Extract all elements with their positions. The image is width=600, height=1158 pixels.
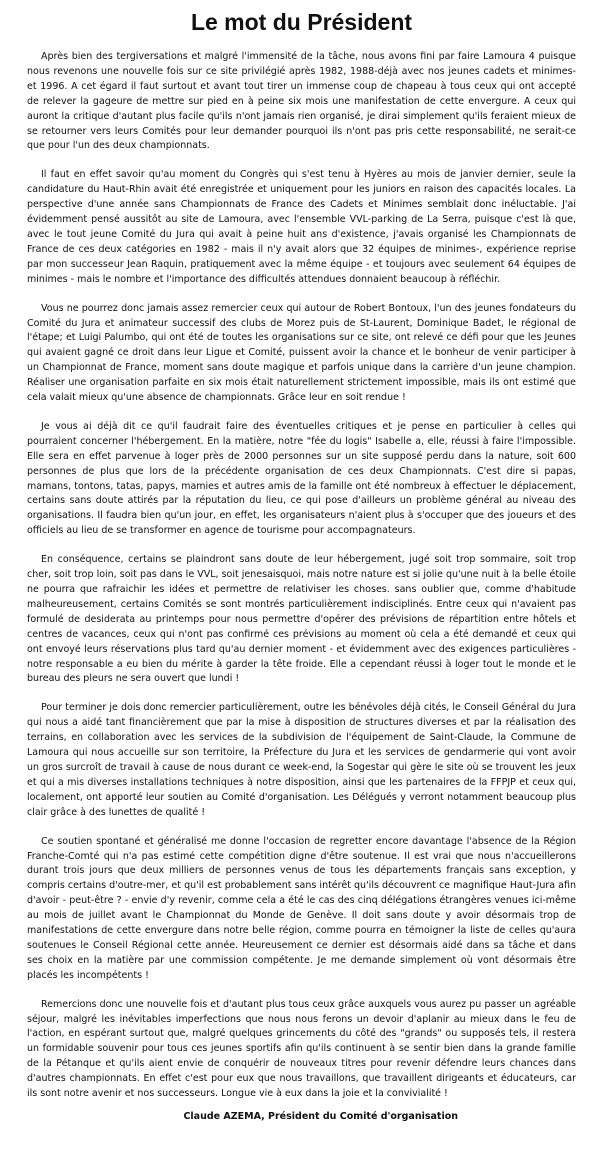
paragraph-2: Il faut en effet savoir qu'au moment du Congrès qui s'est tenu à Hyères au mois de janvier dernier, seule la candidature du Haut-Rhin avait été enregistrée et uniquement pour les juniors en raison des capacités locales. La perspective d'une année sans Championnats de France des Cadets et Minimes semblait donc inéluctable. J'ai évidemment pensé aussitôt au site de Lamoura, avec l'ensemble VVL-parking de La Serra, puisque c'est là que, avec le tout jeune Comité du Jura qui avait à peine huit ans d'existence, j'avais organisé les Championnats de France de ces deux catégories en 1982 - mais il n'y avait alors que 32 équipes de minimes-, expérience reprise par mon successeur Jean Raquin, pratiquement avec la même équipe - et toujours avec seulement 64 équipes de minimes - mais le nombre et l'importance des difficultés attendues donnaient beaucoup à réfléchir. [27, 169, 576, 285]
paragraph-8: Remercions donc une nouvelle fois et d'autant plus tous ceux grâce auxquels vous aurez pu passer un agréable séjour, malgré les inévitables imperfections que nous nous ferons un devoir d'aplanir au mieux dans le feu de l'action, en espérant surtout que, malgré quelques grincements du côté des "grands" ou supposés tels, il restera un formidable souvenir pour tous ces jeunes sportifs afin qu'ils continuent à se sentir bien dans la grande famille de la Pétanque et qu'ils aient envie de conquérir de nouveaux titres pour revenir défendre leurs chances dans d'autres championnats. En effet c'est pour eux que nous travaillons, que travaillent dirigeants et éducateurs, car ils sont notre avenir et nos successeurs. Longue vie à eux dans la joie et la convivialité ! [27, 998, 576, 1100]
paragraph-6: Pour terminer je dois donc remercier particulièrement, outre les bénévoles déjà cités, le Conseil Général du Jura qui nous a aidé tant financièrement que par la mise à disposition de structures diverses et par la réalisation des terrains, en collaboration avec les services de la subdivision de l'équipement de Saint-Claude, la Commune de Lamoura qui nous accueille sur son territoire, la Préfecture du Jura et les services de gendarmerie qui vont avoir un gros surcroît de travail à cause de nous durant ce week-end, la Sogestar qui gère le site où se trouvent les jeux et qui a mis diverses installations techniques à notre disposition, ainsi que les partenaires de la FFPJP et ceux qui, localement, ont apporté leur soutien au Comité d'organisation. Les Délégués y verront notamment beaucoup plus clair grâce à des lunettes de qualité ! [27, 702, 576, 818]
page-title: Le mot du Président [190, 9, 413, 35]
paragraph-4: Je vous ai déjà dit ce qu'il faudrait faire des éventuelles critiques et je pense en particulier à celles qui pourraient concerner l'hébergement. En la matière, notre "fée du logis" Isabelle a, elle, réussi à faire l'impossible. Elle sera en effet parvenue à loger près de 2000 personnes sur un site supposé perdu dans la nature, soit 600 personnes de plus que lors de la précédente organisation de ces deux Championnats. C'est dire si papas, mamans, tontons, tatas, papys, mamies et autres amis de la famille ont été nombreux à effectuer le déplacement, certains sans doute attirés par la réputation du lieu, ce qui pose d'ailleurs un problème général au niveau des organisations. Il faudra bien qu'un jour, en effet, les organisateurs n'aient plus à s'occuper que des joueurs et des officiels au lieu de se transformer en agence de tourisme pour accompagnateurs. [27, 420, 576, 537]
paragraph-3: Vous ne pourrez donc jamais assez remercier ceux qui autour de Robert Bontoux, l'un des jeunes fondateurs du Comité du Jura et animateur successif des clubs de Morez puis de St-Laurent, Dominique Badet, le régional de l'étape; et Luigi Palumbo, qui ont été de toutes les organisations sur ce site, ont relevé ce défi pour que les Jeunes qui avaient gagné ce droit dans leur Ligue et Comité, puissent avoir la chance et le bonheur de venir participer à un Championnat de France, moment sans doute magique et parfois unique dans la carrière d'un jeune champion. Réaliser une organisation parfaite en six mois était naturellement strictement impossible, mais ils ont estimé que cela valait mieux qu'une absence de championnats. Grâce leur en soit rendue ! [27, 302, 576, 404]
paragraph-1: Après bien des tergiversations et malgré l'immensité de la tâche, nous avons fini par faire Lamoura 4 puisque nous revenons une nouvelle fois sur ce site privilégié après 1982, 1988-déjà avec nos jeunes cadets et minimes- et 1996. A cet égard il faut surtout et avant tout tirer un immense coup de chapeau à tous ceux qui ont accepté de relever la gageure de mettre sur pied en à peine six mois une manifestation de cette envergure. A ceux qui auront la critique d'autant plus facile qu'ils n'ont jamais rien organisé, je dirai simplement qu'ils feraient mieux de se retourner vers leurs Comités pour leur demander pourquoi ils n'ont pas pris cette responsabilité, ne serait-ce que pour l'un des deux championnats. [27, 51, 576, 152]
article-body [27, 50, 576, 1102]
paragraph-7: Ce soutien spontané et généralisé me donne l'occasion de regretter encore davantage l'absence de la Région Franche-Comté qui n'a pas estimé cette compétition digne d'être soutenue. Il est vrai que nous n'accueillerons durant trois jours que deux milliers de personnes venus de tous les départements français sans exception, y compris certains d'outre-mer, et qu'il est probablement sans intérêt qu'ils découvrent ce magnifique Haut-Jura afin d'avoir - peut-être ? - envie d'y revenir, comme cela a été le cas des cinq délégations étrangères venues ici-même au mois de juillet avant le Championnat du Monde de Genève. Il doit sans doute y avoir désormais trop de manifestations de cette envergure dans notre belle région, comme pourra en témoigner la liste de celles qu'aura soutenues le Conseil Régional cette année. Heureusement ce dernier est désormais aidé dans sa tâche et dans ses choix en la matière par une commission compétente. Je me demande simplement où vont désormais être placés les incompétents ! [27, 835, 576, 981]
signature: Claude AZEMA, Président du Comité d'organisation [183, 1111, 458, 1122]
paragraph-5: En conséquence, certains se plaindront sans doute de leur hébergement, jugé soit trop sommaire, soit trop cher, soit trop loin, soit pas dans le VVL, soit jenesaisquoi, mais notre nature est si jolie qu'une nuit à la belle étoile ne pourra que rafraichir les idées et permettre de relativiser les choses. sans oublier que, comme d'habitude malheureusement, certains Comités se sont montrés particulièrement indisciplinés. Entre ceux qui n'avaient pas formulé de desiderata au printemps pour nous permettre d'opérer des prévisions de répartition entre hôtels et centres de vacances, ceux qui n'ont pas confirmé ces prévisions au moment où cela a été demandé et ceux qui ont envoyé leurs réservations plus tard qu'au dernier moment - et évidemment avec des exigences particulières - notre responsable a eu bien du mérite à garder la tête froide. Elle a cependant réussi à loger tout le monde et le bureau des pleurs ne sera ouvert que lundi ! [27, 554, 576, 685]
